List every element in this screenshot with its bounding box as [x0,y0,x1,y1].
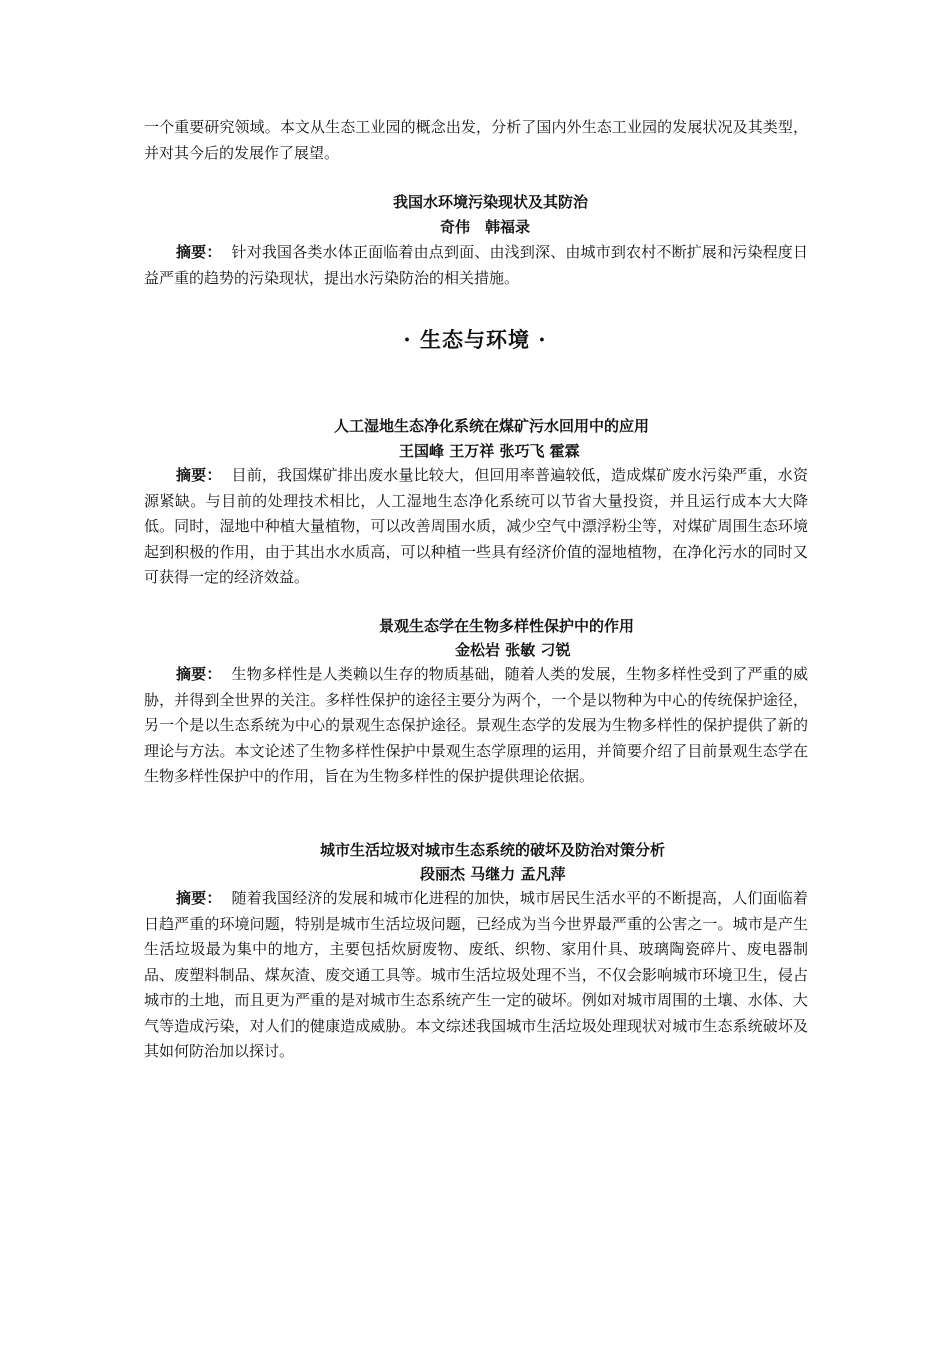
article-2-abstract-text: 目前，我国煤矿排出废水量比较大，但回用率普遍较低，造成煤矿废水污染严重，水资源紧缺。与目前的处理技术相比，人工湿地生态净化系统可以节省大量投资，并且运行成本大大降低。同时，湿地中种植大量植物，可以改善周围水质，减少空气中漂浮粉尘等，对煤矿周围生态环境起到积极的作用，由于其出水水质高，可以种植一些具有经济价值的湿地植物，在净化污水的同时又可获得一定的经济效益。 [144,466,808,586]
article-2-authors: 王国峰 王万祥 张巧飞 霍霖 [399,442,580,460]
article-2-title: 人工湿地生态净化系统在煤矿污水回用中的应用 [334,417,650,435]
article-2-abstract [144,463,808,591]
article-1-abstract-text: 针对我国各类水体正面临着由点到面、由浅到深、由城市到农村不断扩展和污染程度日益严重的趋势的污染现状，提出水污染防治的相关措施。 [144,243,808,287]
abstract-label: 摘要： [176,665,222,683]
section-heading: · 生态与环境 · [403,327,547,352]
article-4-abstract [144,886,808,1065]
article-3-abstract [144,662,808,790]
article-3-title: 景观生态学在生物多样性保护中的作用 [379,617,635,635]
intro-continuation: 一个重要研究领域。本文从生态工业园的概念出发，分析了国内外生态工业园的发展状况及其类型，并对其今后的发展作了展望。 [144,118,808,162]
article-4-abstract-text: 随着我国经济的发展和城市化进程的加快，城市居民生活水平的不断提高，人们面临着日趋严重的环境问题，特别是城市生活垃圾问题，已经成为当今世界最严重的公害之一。城市是产生生活垃圾最为集中的地方，主要包括炊厨废物、废纸、织物、家用什具、玻璃陶瓷碎片、废电器制品、废塑料制品、煤灰渣、废交通工具等。城市生活垃圾处理不当，不仅会影响城市环境卫生，侵占城市的土地，而且更为严重的是对城市生态系统产生一定的破坏。例如对城市周围的土壤、水体、大气等造成污染，对人们的健康造成威胁。本文综述我国城市生活垃圾处理现状对城市生态系统破坏及其如何防治加以探讨。 [144,889,808,1060]
article-1-title: 我国水环境污染现状及其防治 [393,193,589,211]
article-3-authors: 金松岩 张敏 刁锐 [455,641,571,659]
abstract-label: 摘要： [176,243,222,261]
article-1-authors: 奇伟 韩福录 [440,218,531,236]
article-4-authors: 段丽杰 马继力 孟凡萍 [420,865,566,883]
article-1-abstract [144,240,808,291]
abstract-label: 摘要： [176,466,222,484]
article-4-title: 城市生活垃圾对城市生态系统的破坏及防治对策分析 [320,841,666,859]
article-3-abstract-text: 生物多样性是人类赖以生存的物质基础，随着人类的发展，生物多样性受到了严重的威胁，并得到全世界的关注。多样性保护的途径主要分为两个，一个是以物种为中心的传统保护途径，另一个是以生态系统为中心的景观生态保护途径。景观生态学的发展为生物多样性的保护提供了新的理论与方法。本文论述了生物多样性保护中景观生态学原理的运用，并简要介绍了目前景观生态学在生物多样性保护中的作用，旨在为生物多样性的保护提供理论依据。 [144,665,808,785]
abstract-label: 摘要： [176,889,222,907]
